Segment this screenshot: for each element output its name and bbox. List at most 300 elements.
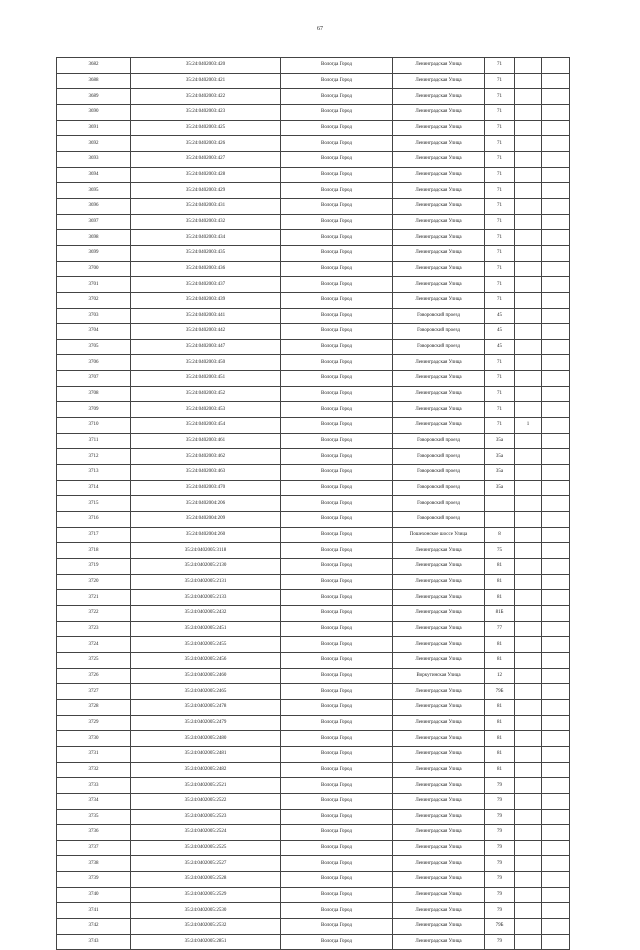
- city-cell: Вологда Город: [281, 386, 393, 402]
- street-cell: Ленинградская Улица: [393, 136, 485, 152]
- house-number-cell: 12: [485, 668, 515, 684]
- table-row: [57, 825, 570, 841]
- cadastral-number-cell: 35:24:0402003:462: [131, 449, 281, 465]
- extra-cell: [515, 512, 542, 528]
- table-row: [57, 198, 570, 214]
- cadastral-number-cell: 35:24:0402003:429: [131, 183, 281, 199]
- house-number-cell: 81: [485, 559, 515, 575]
- cadastral-number-cell: 35:24:0402003:437: [131, 277, 281, 293]
- table-row: [57, 652, 570, 668]
- extra-cell: [515, 637, 542, 653]
- cadastral-number-cell: 35:24:0402003:439: [131, 292, 281, 308]
- street-cell: Ленинградская Улица: [393, 120, 485, 136]
- house-number-cell: 71: [485, 183, 515, 199]
- extra-cell: [515, 699, 542, 715]
- extra-cell: [515, 872, 542, 888]
- empty-cell: [542, 872, 570, 888]
- cadastral-number-cell: 35:24:0402005:2478: [131, 699, 281, 715]
- table-row: [57, 872, 570, 888]
- cadastral-number-cell: 35:24:0402005:2525: [131, 840, 281, 856]
- cadastral-number-cell: 35:24:0402003:432: [131, 214, 281, 230]
- cadastral-number-cell: 35:24:0402005:2527: [131, 856, 281, 872]
- street-cell: Ленинградская Улица: [393, 89, 485, 105]
- table-row: [57, 590, 570, 606]
- empty-cell: [542, 574, 570, 590]
- extra-cell: [515, 793, 542, 809]
- empty-cell: [542, 277, 570, 293]
- empty-cell: [542, 715, 570, 731]
- city-cell: Вологда Город: [281, 887, 393, 903]
- extra-cell: [515, 684, 542, 700]
- row-number-cell: 3719: [57, 559, 131, 575]
- extra-cell: [515, 621, 542, 637]
- table-row: [57, 809, 570, 825]
- house-number-cell: 71: [485, 120, 515, 136]
- extra-cell: [515, 731, 542, 747]
- extra-cell: 1: [515, 418, 542, 434]
- cadastral-number-cell: 35:24:0402003:470: [131, 480, 281, 496]
- city-cell: Вологда Город: [281, 183, 393, 199]
- city-cell: Вологда Город: [281, 324, 393, 340]
- empty-cell: [542, 825, 570, 841]
- property-register-table: [56, 57, 570, 950]
- empty-cell: [542, 621, 570, 637]
- street-cell: Ленинградская Улица: [393, 637, 485, 653]
- empty-cell: [542, 58, 570, 74]
- city-cell: Вологда Город: [281, 793, 393, 809]
- house-number-cell: 71: [485, 418, 515, 434]
- cadastral-number-cell: 35:24:0402005:2523: [131, 809, 281, 825]
- table-row: [57, 292, 570, 308]
- cadastral-number-cell: 35:24:0402005:2521: [131, 778, 281, 794]
- house-number-cell: 71: [485, 198, 515, 214]
- street-cell: Ленинградская Улица: [393, 887, 485, 903]
- extra-cell: [515, 590, 542, 606]
- table-row: [57, 136, 570, 152]
- cadastral-number-cell: 35:24:0402005:2479: [131, 715, 281, 731]
- table-row: [57, 308, 570, 324]
- extra-cell: [515, 355, 542, 371]
- extra-cell: [515, 402, 542, 418]
- row-number-cell: 3722: [57, 605, 131, 621]
- row-number-cell: 3708: [57, 386, 131, 402]
- row-number-cell: 3725: [57, 652, 131, 668]
- extra-cell: [515, 245, 542, 261]
- house-number-cell: 71: [485, 58, 515, 74]
- table-row: [57, 277, 570, 293]
- house-number-cell: 35а: [485, 465, 515, 481]
- table-row: [57, 183, 570, 199]
- row-number-cell: 3715: [57, 496, 131, 512]
- row-number-cell: 3714: [57, 480, 131, 496]
- table-row: [57, 919, 570, 935]
- cadastral-number-cell: 35:24:0402005:3118: [131, 543, 281, 559]
- table-row: [57, 386, 570, 402]
- empty-cell: [542, 183, 570, 199]
- extra-cell: [515, 198, 542, 214]
- row-number-cell: 3694: [57, 167, 131, 183]
- street-cell: Ленинградская Улица: [393, 292, 485, 308]
- empty-cell: [542, 887, 570, 903]
- extra-cell: [515, 73, 542, 89]
- cadastral-number-cell: 35:24:0402005:2465: [131, 684, 281, 700]
- city-cell: Вологда Город: [281, 136, 393, 152]
- street-cell: Ленинградская Улица: [393, 183, 485, 199]
- street-cell: Ленинградская Улица: [393, 167, 485, 183]
- city-cell: Вологда Город: [281, 559, 393, 575]
- extra-cell: [515, 465, 542, 481]
- house-number-cell: 45: [485, 339, 515, 355]
- street-cell: Говоровский проезд: [393, 339, 485, 355]
- city-cell: Вологда Город: [281, 652, 393, 668]
- table-body: [57, 58, 570, 950]
- row-number-cell: 3697: [57, 214, 131, 230]
- table-row: [57, 512, 570, 528]
- city-cell: Вологда Город: [281, 58, 393, 74]
- house-number-cell: 71: [485, 230, 515, 246]
- cadastral-number-cell: 35:24:0402003:442: [131, 324, 281, 340]
- city-cell: Вологда Город: [281, 527, 393, 543]
- city-cell: Вологда Город: [281, 496, 393, 512]
- house-number-cell: 79: [485, 903, 515, 919]
- extra-cell: [515, 89, 542, 105]
- city-cell: Вологда Город: [281, 339, 393, 355]
- table-row: [57, 433, 570, 449]
- street-cell: Ленинградская Улица: [393, 230, 485, 246]
- cadastral-number-cell: 35:24:0402003:461: [131, 433, 281, 449]
- house-number-cell: 35а: [485, 449, 515, 465]
- extra-cell: [515, 151, 542, 167]
- empty-cell: [542, 73, 570, 89]
- street-cell: Ленинградская Улица: [393, 903, 485, 919]
- table-row: [57, 151, 570, 167]
- street-cell: Ленинградская Улица: [393, 621, 485, 637]
- city-cell: Вологда Город: [281, 590, 393, 606]
- house-number-cell: 71: [485, 151, 515, 167]
- city-cell: Вологда Город: [281, 574, 393, 590]
- table-row: [57, 418, 570, 434]
- house-number-cell: 81: [485, 590, 515, 606]
- table-row: [57, 465, 570, 481]
- empty-cell: [542, 543, 570, 559]
- city-cell: Вологда Город: [281, 73, 393, 89]
- row-number-cell: 3728: [57, 699, 131, 715]
- row-number-cell: 3731: [57, 746, 131, 762]
- street-cell: Ленинградская Улица: [393, 543, 485, 559]
- table-row: [57, 104, 570, 120]
- street-cell: Ленинградская Улица: [393, 73, 485, 89]
- extra-cell: [515, 746, 542, 762]
- city-cell: Вологда Город: [281, 214, 393, 230]
- house-number-cell: 71: [485, 214, 515, 230]
- row-number-cell: 3700: [57, 261, 131, 277]
- city-cell: Вологда Город: [281, 699, 393, 715]
- street-cell: Ленинградская Улица: [393, 245, 485, 261]
- table-row: [57, 840, 570, 856]
- table-row: [57, 605, 570, 621]
- city-cell: Вологда Город: [281, 762, 393, 778]
- street-cell: Говоровский проезд: [393, 449, 485, 465]
- street-cell: Ленинградская Улица: [393, 386, 485, 402]
- cadastral-number-cell: 35:24:0402003:428: [131, 167, 281, 183]
- house-number-cell: 71: [485, 355, 515, 371]
- cadastral-number-cell: 35:24:0402003:453: [131, 402, 281, 418]
- city-cell: Вологда Город: [281, 277, 393, 293]
- row-number-cell: 3743: [57, 934, 131, 950]
- cadastral-number-cell: 35:24:0402004:209: [131, 512, 281, 528]
- house-number-cell: 71: [485, 277, 515, 293]
- table-row: [57, 715, 570, 731]
- table-row: [57, 73, 570, 89]
- house-number-cell: 45: [485, 324, 515, 340]
- row-number-cell: 3738: [57, 856, 131, 872]
- table-row: [57, 699, 570, 715]
- house-number-cell: 71: [485, 167, 515, 183]
- empty-cell: [542, 605, 570, 621]
- house-number-cell: 71: [485, 73, 515, 89]
- city-cell: Вологда Город: [281, 230, 393, 246]
- street-cell: Ленинградская Улица: [393, 840, 485, 856]
- street-cell: Ленинградская Улица: [393, 919, 485, 935]
- cadastral-number-cell: 35:24:0402005:2524: [131, 825, 281, 841]
- house-number-cell: 79Б: [485, 684, 515, 700]
- street-cell: Ленинградская Улица: [393, 684, 485, 700]
- city-cell: Вологда Город: [281, 684, 393, 700]
- city-cell: Вологда Город: [281, 637, 393, 653]
- street-cell: Ленинградская Улица: [393, 590, 485, 606]
- house-number-cell: 8: [485, 527, 515, 543]
- cadastral-number-cell: 35:24:0402005:2432: [131, 605, 281, 621]
- extra-cell: [515, 183, 542, 199]
- cadastral-number-cell: 35:24:0402003:423: [131, 104, 281, 120]
- table-row: [57, 934, 570, 950]
- extra-cell: [515, 527, 542, 543]
- extra-cell: [515, 167, 542, 183]
- cadastral-number-cell: 35:24:0402003:431: [131, 198, 281, 214]
- city-cell: Вологда Город: [281, 449, 393, 465]
- city-cell: Вологда Город: [281, 731, 393, 747]
- street-cell: Говоровский проезд: [393, 512, 485, 528]
- row-number-cell: 3736: [57, 825, 131, 841]
- cadastral-number-cell: 35:24:0402005:2522: [131, 793, 281, 809]
- empty-cell: [542, 746, 570, 762]
- city-cell: Вологда Город: [281, 245, 393, 261]
- empty-cell: [542, 793, 570, 809]
- row-number-cell: 3688: [57, 73, 131, 89]
- city-cell: Вологда Город: [281, 418, 393, 434]
- city-cell: Вологда Город: [281, 292, 393, 308]
- row-number-cell: 3735: [57, 809, 131, 825]
- row-number-cell: 3726: [57, 668, 131, 684]
- table-row: [57, 637, 570, 653]
- street-cell: Ленинградская Улица: [393, 151, 485, 167]
- empty-cell: [542, 339, 570, 355]
- row-number-cell: 3734: [57, 793, 131, 809]
- empty-cell: [542, 371, 570, 387]
- cadastral-number-cell: 35:24:0402005:2451: [131, 621, 281, 637]
- table-row: [57, 668, 570, 684]
- house-number-cell: 71: [485, 104, 515, 120]
- street-cell: Ленинградская Улица: [393, 809, 485, 825]
- empty-cell: [542, 198, 570, 214]
- house-number-cell: 79: [485, 809, 515, 825]
- cadastral-number-cell: 35:24:0402003:422: [131, 89, 281, 105]
- empty-cell: [542, 386, 570, 402]
- cadastral-number-cell: 35:24:0402005:2528: [131, 872, 281, 888]
- row-number-cell: 3739: [57, 872, 131, 888]
- house-number-cell: [485, 496, 515, 512]
- house-number-cell: 71: [485, 371, 515, 387]
- street-cell: Воркутинская Улица: [393, 668, 485, 684]
- house-number-cell: 71: [485, 386, 515, 402]
- empty-cell: [542, 245, 570, 261]
- empty-cell: [542, 151, 570, 167]
- empty-cell: [542, 684, 570, 700]
- cadastral-number-cell: 35:24:0402005:2460: [131, 668, 281, 684]
- extra-cell: [515, 652, 542, 668]
- extra-cell: [515, 496, 542, 512]
- empty-cell: [542, 903, 570, 919]
- street-cell: Говоровский проезд: [393, 465, 485, 481]
- cadastral-number-cell: 35:24:0402003:463: [131, 465, 281, 481]
- row-number-cell: 3704: [57, 324, 131, 340]
- row-number-cell: 3712: [57, 449, 131, 465]
- empty-cell: [542, 308, 570, 324]
- city-cell: Вологда Город: [281, 903, 393, 919]
- city-cell: Вологда Город: [281, 856, 393, 872]
- empty-cell: [542, 527, 570, 543]
- street-cell: Ленинградская Улица: [393, 778, 485, 794]
- extra-cell: [515, 371, 542, 387]
- extra-cell: [515, 574, 542, 590]
- row-number-cell: 3710: [57, 418, 131, 434]
- row-number-cell: 3711: [57, 433, 131, 449]
- empty-cell: [542, 465, 570, 481]
- city-cell: Вологда Город: [281, 778, 393, 794]
- empty-cell: [542, 89, 570, 105]
- city-cell: Вологда Город: [281, 840, 393, 856]
- house-number-cell: 79: [485, 872, 515, 888]
- extra-cell: [515, 214, 542, 230]
- street-cell: Ленинградская Улица: [393, 825, 485, 841]
- house-number-cell: 79Б: [485, 919, 515, 935]
- street-cell: Ленинградская Улица: [393, 793, 485, 809]
- empty-cell: [542, 840, 570, 856]
- street-cell: Ленинградская Улица: [393, 762, 485, 778]
- table-row: [57, 324, 570, 340]
- cadastral-number-cell: 35:24:0402004:206: [131, 496, 281, 512]
- extra-cell: [515, 339, 542, 355]
- extra-cell: [515, 887, 542, 903]
- cadastral-number-cell: 35:24:0402003:435: [131, 245, 281, 261]
- table-row: [57, 261, 570, 277]
- cadastral-number-cell: 35:24:0402004:260: [131, 527, 281, 543]
- empty-cell: [542, 512, 570, 528]
- cadastral-number-cell: 35:24:0402003:436: [131, 261, 281, 277]
- empty-cell: [542, 496, 570, 512]
- street-cell: Говоровский проезд: [393, 308, 485, 324]
- street-cell: Ленинградская Улица: [393, 746, 485, 762]
- extra-cell: [515, 324, 542, 340]
- row-number-cell: 3691: [57, 120, 131, 136]
- row-number-cell: 3718: [57, 543, 131, 559]
- extra-cell: [515, 104, 542, 120]
- extra-cell: [515, 308, 542, 324]
- empty-cell: [542, 261, 570, 277]
- city-cell: Вологда Город: [281, 151, 393, 167]
- city-cell: Вологда Город: [281, 167, 393, 183]
- house-number-cell: 35а: [485, 480, 515, 496]
- empty-cell: [542, 402, 570, 418]
- house-number-cell: 81: [485, 762, 515, 778]
- row-number-cell: 3741: [57, 903, 131, 919]
- row-number-cell: 3724: [57, 637, 131, 653]
- row-number-cell: 3742: [57, 919, 131, 935]
- empty-cell: [542, 230, 570, 246]
- table-row: [57, 402, 570, 418]
- cadastral-number-cell: 35:24:0402003:452: [131, 386, 281, 402]
- row-number-cell: 3733: [57, 778, 131, 794]
- cadastral-number-cell: 35:24:0402003:450: [131, 355, 281, 371]
- street-cell: Ленинградская Улица: [393, 652, 485, 668]
- street-cell: Ленинградская Улица: [393, 277, 485, 293]
- row-number-cell: 3705: [57, 339, 131, 355]
- extra-cell: [515, 292, 542, 308]
- extra-cell: [515, 856, 542, 872]
- table-row: [57, 856, 570, 872]
- street-cell: Ленинградская Улица: [393, 559, 485, 575]
- empty-cell: [542, 856, 570, 872]
- city-cell: Вологда Город: [281, 825, 393, 841]
- house-number-cell: 77: [485, 621, 515, 637]
- house-number-cell: 79: [485, 934, 515, 950]
- table-row: [57, 762, 570, 778]
- cadastral-number-cell: 35:24:0402005:2480: [131, 731, 281, 747]
- row-number-cell: 3720: [57, 574, 131, 590]
- extra-cell: [515, 559, 542, 575]
- street-cell: Ленинградская Улица: [393, 371, 485, 387]
- table-row: [57, 684, 570, 700]
- table-row: [57, 903, 570, 919]
- row-number-cell: 3723: [57, 621, 131, 637]
- cadastral-number-cell: 35:24:0402005:2130: [131, 559, 281, 575]
- empty-cell: [542, 418, 570, 434]
- table-row: [57, 120, 570, 136]
- row-number-cell: 3716: [57, 512, 131, 528]
- row-number-cell: 3682: [57, 58, 131, 74]
- empty-cell: [542, 934, 570, 950]
- empty-cell: [542, 652, 570, 668]
- house-number-cell: 79: [485, 856, 515, 872]
- row-number-cell: 3702: [57, 292, 131, 308]
- street-cell: Ленинградская Улица: [393, 699, 485, 715]
- extra-cell: [515, 934, 542, 950]
- house-number-cell: 71: [485, 402, 515, 418]
- empty-cell: [542, 559, 570, 575]
- house-number-cell: 71: [485, 136, 515, 152]
- empty-cell: [542, 668, 570, 684]
- street-cell: Ленинградская Улица: [393, 872, 485, 888]
- table-row: [57, 449, 570, 465]
- extra-cell: [515, 230, 542, 246]
- empty-cell: [542, 292, 570, 308]
- empty-cell: [542, 167, 570, 183]
- house-number-cell: [485, 512, 515, 528]
- extra-cell: [515, 480, 542, 496]
- row-number-cell: 3698: [57, 230, 131, 246]
- city-cell: Вологда Город: [281, 621, 393, 637]
- house-number-cell: 45: [485, 308, 515, 324]
